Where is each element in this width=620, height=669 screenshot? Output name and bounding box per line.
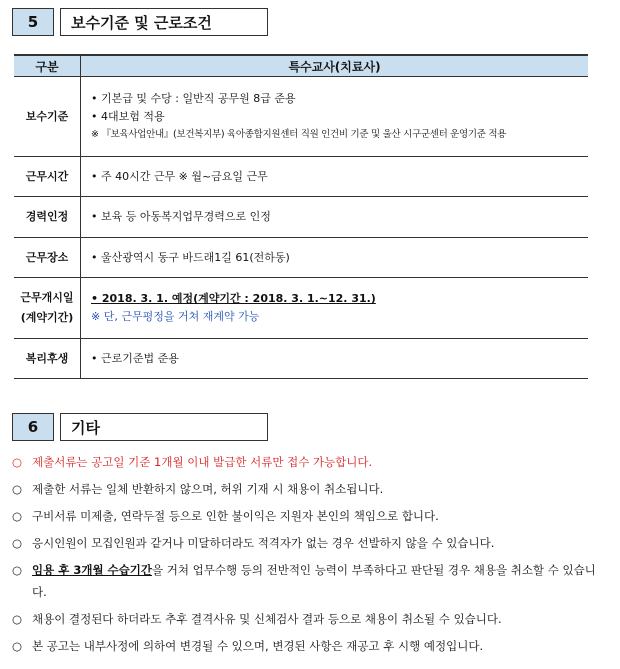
list-item: ○ 임용 후 3개월 수습기간을 거쳐 업무수행 등의 전반적인 능력이 부족하다고 판단될 경우 채용을 취소할 수 있습니다. [12, 559, 608, 603]
row-text: • 울산광역시 동구 바드래1길 61(전하동) [91, 249, 588, 267]
circle-bullet-icon: ○ [12, 455, 23, 469]
list-item: ○ 본 공고는 내부사정에 의하여 변경될 수 있으며, 변경된 사항은 재공고 후 시행 예정입니다. [12, 635, 608, 657]
table-row-start [14, 278, 588, 339]
section-title: 보수기준 및 근로조건 [60, 8, 268, 36]
row-note: ※ 단, 근무평정을 거쳐 재계약 가능 [91, 310, 260, 323]
table-row-pay [14, 77, 588, 157]
circle-bullet-icon: ○ [12, 482, 23, 496]
section-6-header [12, 413, 268, 441]
section-number: 6 [12, 413, 54, 441]
table-row-welfare [14, 339, 588, 379]
row-label: 경력인정 [14, 197, 81, 238]
table-row-place [14, 238, 588, 278]
row-label: 복리후생 [14, 339, 81, 379]
circle-bullet-icon: ○ [12, 509, 23, 523]
section-5-header [12, 8, 268, 36]
working-conditions-table [14, 54, 588, 379]
section-number: 5 [12, 8, 54, 36]
row-label: 보수기준 [14, 77, 81, 157]
row-label: 근무장소 [14, 238, 81, 278]
row-label-sub: (계약기간) [20, 311, 74, 324]
circle-bullet-icon: ○ [12, 612, 23, 626]
list-item: ○ 제출서류는 공고일 기준 1개월 이내 발급한 서류만 접수 가능합니다. [12, 451, 608, 473]
row-label: 근무개시일 [20, 291, 74, 304]
notice-list [12, 451, 608, 662]
circle-bullet-icon: ○ [12, 536, 23, 550]
section-title: 기타 [60, 413, 268, 441]
row-text: • 근로기준법 준용 [91, 350, 588, 368]
row-text: • 4대보험 적용 [91, 108, 588, 126]
row-text: • 주 40시간 근무 ※ 월~금요일 근무 [91, 168, 588, 186]
table-row-career [14, 197, 588, 238]
row-text: • 보육 등 아동복지업무경력으로 인정 [91, 208, 588, 226]
circle-bullet-icon: ○ [12, 563, 23, 577]
row-label: 근무시간 [14, 157, 81, 197]
list-item: ○ 구비서류 미제출, 연락두절 등으로 인한 불이익은 지원자 본인의 책임으로 합니다. [12, 505, 608, 527]
table-row-hours [14, 157, 588, 197]
column-header-position: 특수교사(치료사) [81, 55, 589, 77]
column-header-category: 구분 [14, 55, 81, 77]
row-note: ※ 『보육사업안내』(보건복지부) 육아종합지원센터 직원 인건비 기준 및 울산 시구군센터 운영기준 적용 [91, 128, 507, 140]
list-item: ○ 제출한 서류는 일체 반환하지 않으며, 허위 기재 시 채용이 취소됩니다. [12, 478, 608, 500]
list-item: ○ 응시인원이 모집인원과 같거나 미달하더라도 적격자가 없는 경우 선발하지 않을 수 있습니다. [12, 532, 608, 554]
emphasis-text: 임용 후 3개월 수습기간 [32, 563, 152, 577]
table-header-row [14, 55, 588, 77]
circle-bullet-icon: ○ [12, 639, 23, 653]
list-item: ○ 채용이 결정된다 하더라도 추후 결격사유 및 신체검사 결과 등으로 채용이 취소될 수 있습니다. [12, 608, 608, 630]
row-text: • 기본급 및 수당 : 일반직 공무원 8급 준용 [91, 90, 588, 108]
row-text: • 2018. 3. 1. 예정(계약기간 : 2018. 3. 1.~12. 31.) [91, 290, 588, 308]
